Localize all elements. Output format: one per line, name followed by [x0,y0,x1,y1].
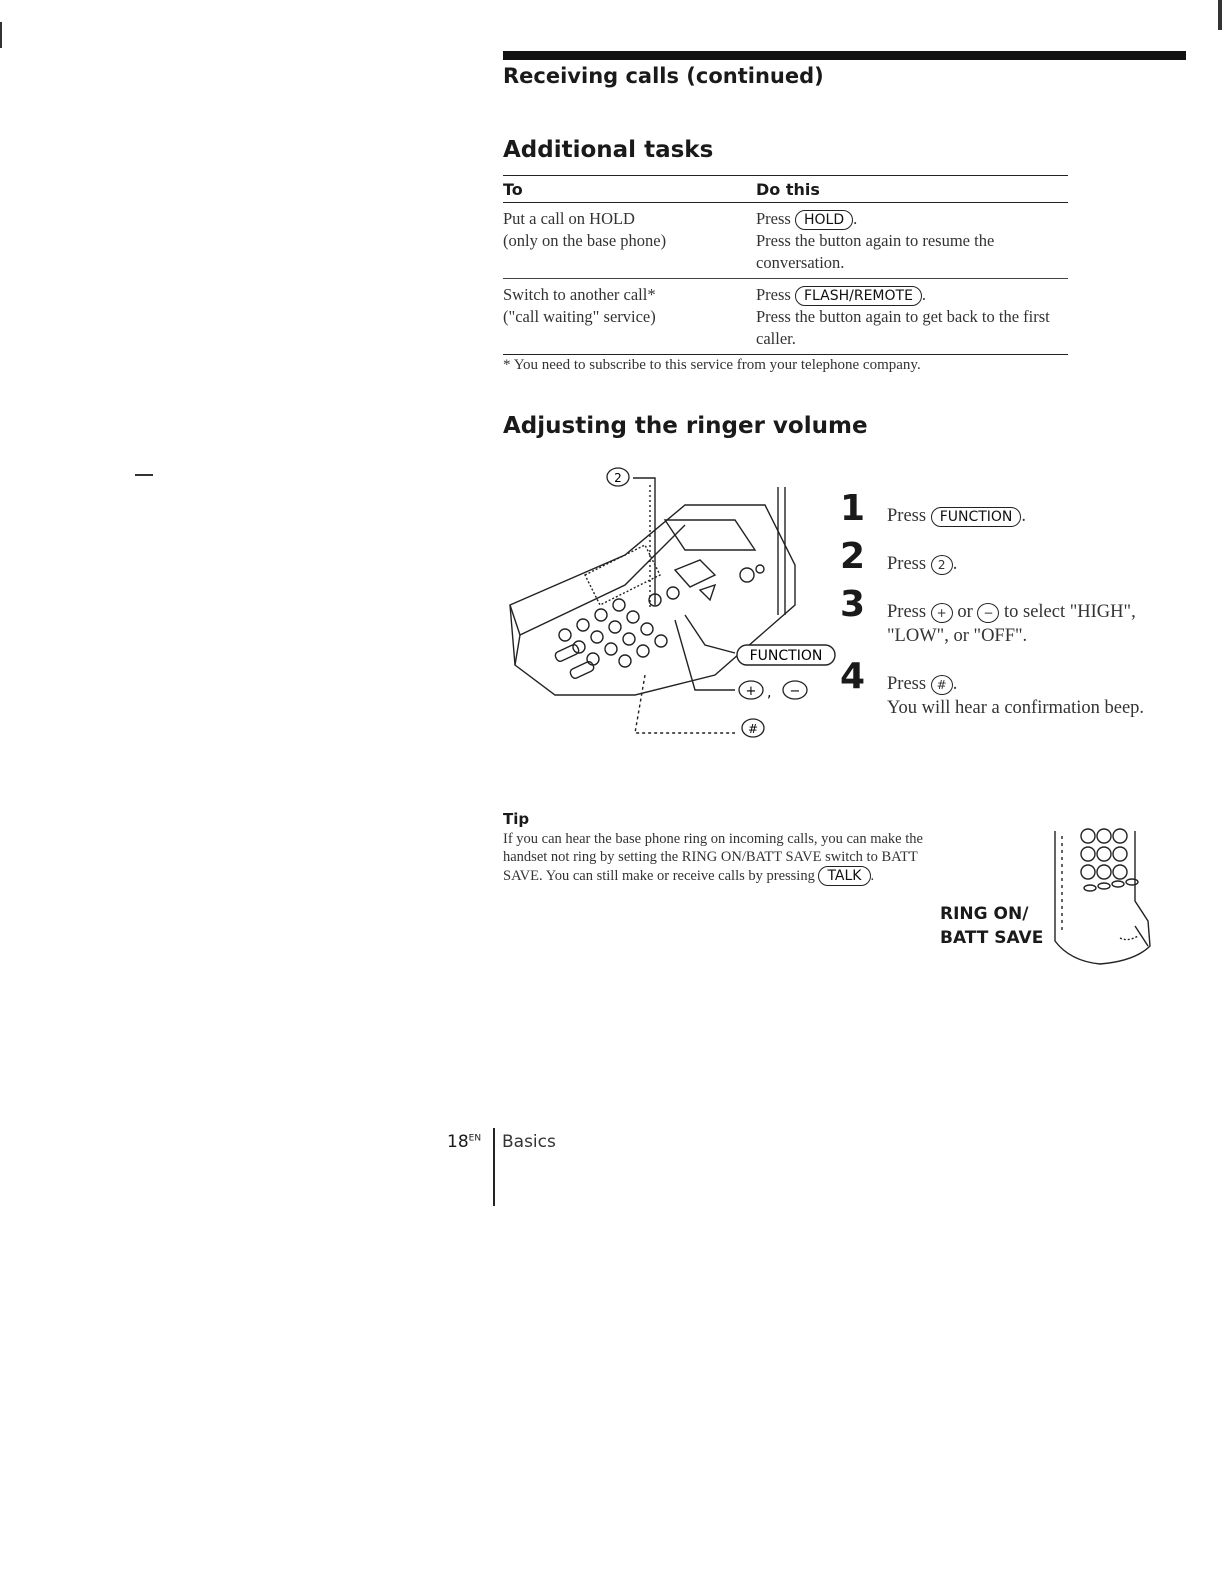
flash-remote-key: FLASH/REMOTE [795,286,922,306]
action-detail: Press the button again to get back to the first caller. [756,307,1050,348]
step-text: Press [887,554,927,574]
action-punct: . [921,285,927,304]
task-cell [503,203,756,279]
scan-speck [135,474,153,476]
plus-key-label: + [745,684,757,699]
step-2-text [887,552,957,576]
step-text: You will hear a confirmation beep. [887,698,1145,718]
step-text: to select "HIGH", [1003,602,1136,622]
step-text: "LOW", or "OFF". [887,626,1028,646]
plus-key-icon: + [931,603,953,623]
minus-key-icon: − [977,603,999,623]
action-detail: Press the button again to resume the conversation. [756,231,995,272]
step-3-text [887,600,1187,648]
table-row [503,279,1068,355]
task-note: (only on the base phone) [503,231,667,250]
key-separator: , [767,685,772,701]
step-number: 2 [840,536,866,577]
column-header-to: To [503,176,756,203]
footer-divider [493,1128,495,1206]
step-1-text [887,504,1026,528]
page-number-suffix: EN [468,1133,482,1144]
step-punct: . [952,554,958,574]
tip-title: Tip [503,810,530,828]
action-text: Press [756,285,791,304]
hold-key: HOLD [795,210,853,230]
action-cell [756,203,1068,279]
step-text: or [957,602,973,622]
binding-mark [0,22,2,48]
additional-tasks-heading: Additional tasks [503,137,714,163]
function-key-label: FUNCTION [749,648,823,664]
base-phone-illustration [495,465,845,755]
step-punct: . [952,674,958,694]
section-name: Basics [502,1132,556,1152]
table-header-row [503,176,1068,203]
task-label: Put a call on HOLD [503,209,635,228]
step-4-text [887,672,1187,720]
task-label: Switch to another call* [503,285,656,304]
table-row [503,203,1068,279]
step-text: Press [887,506,927,526]
hash-key-label: # [747,722,759,736]
footnote: * You need to subscribe to this service from your telephone company. [503,357,921,373]
page-number-value: 18 [447,1132,469,1152]
handset-icon [1040,826,1155,966]
step-punct: . [1021,506,1027,526]
ring-label-line: BATT SAVE [940,928,1044,948]
ringer-heading: Adjusting the ringer volume [503,413,868,439]
tip-punct: . [870,868,875,884]
step-text: Press [887,674,927,694]
action-cell [756,279,1068,355]
callout-2-label: 2 [614,471,622,485]
function-key: FUNCTION [931,507,1022,527]
page-number [447,1132,481,1152]
column-header-do-this: Do this [756,176,1068,203]
step-number: 1 [840,488,866,529]
ring-switch-label [940,902,1043,950]
step-text: Press [887,602,927,622]
action-text: Press [756,209,791,228]
step-number: 4 [840,656,866,697]
page-title: Receiving calls (continued) [503,64,824,88]
ring-label-line: RING ON/ [940,904,1029,924]
tasks-table [503,175,1068,355]
talk-key: TALK [818,866,870,886]
header-rule [503,51,1186,60]
tip-body [503,830,943,886]
minus-key-label: − [789,684,801,699]
hash-key-icon: # [931,675,953,695]
binding-mark [1218,0,1222,30]
task-note: ("call waiting" service) [503,307,656,326]
task-cell [503,279,756,355]
key-2-icon: 2 [931,555,953,575]
action-punct: . [853,209,858,228]
tip-text: If you can hear the base phone ring on incoming calls, you can make the handset not ring by setting the RING ON/BATT SAVE switch to BATT SAVE. You can still make or receive calls by pressing [503,831,923,884]
step-number: 3 [840,584,866,625]
handset-illustration [1040,826,1155,971]
base-phone-diagram [495,465,845,760]
